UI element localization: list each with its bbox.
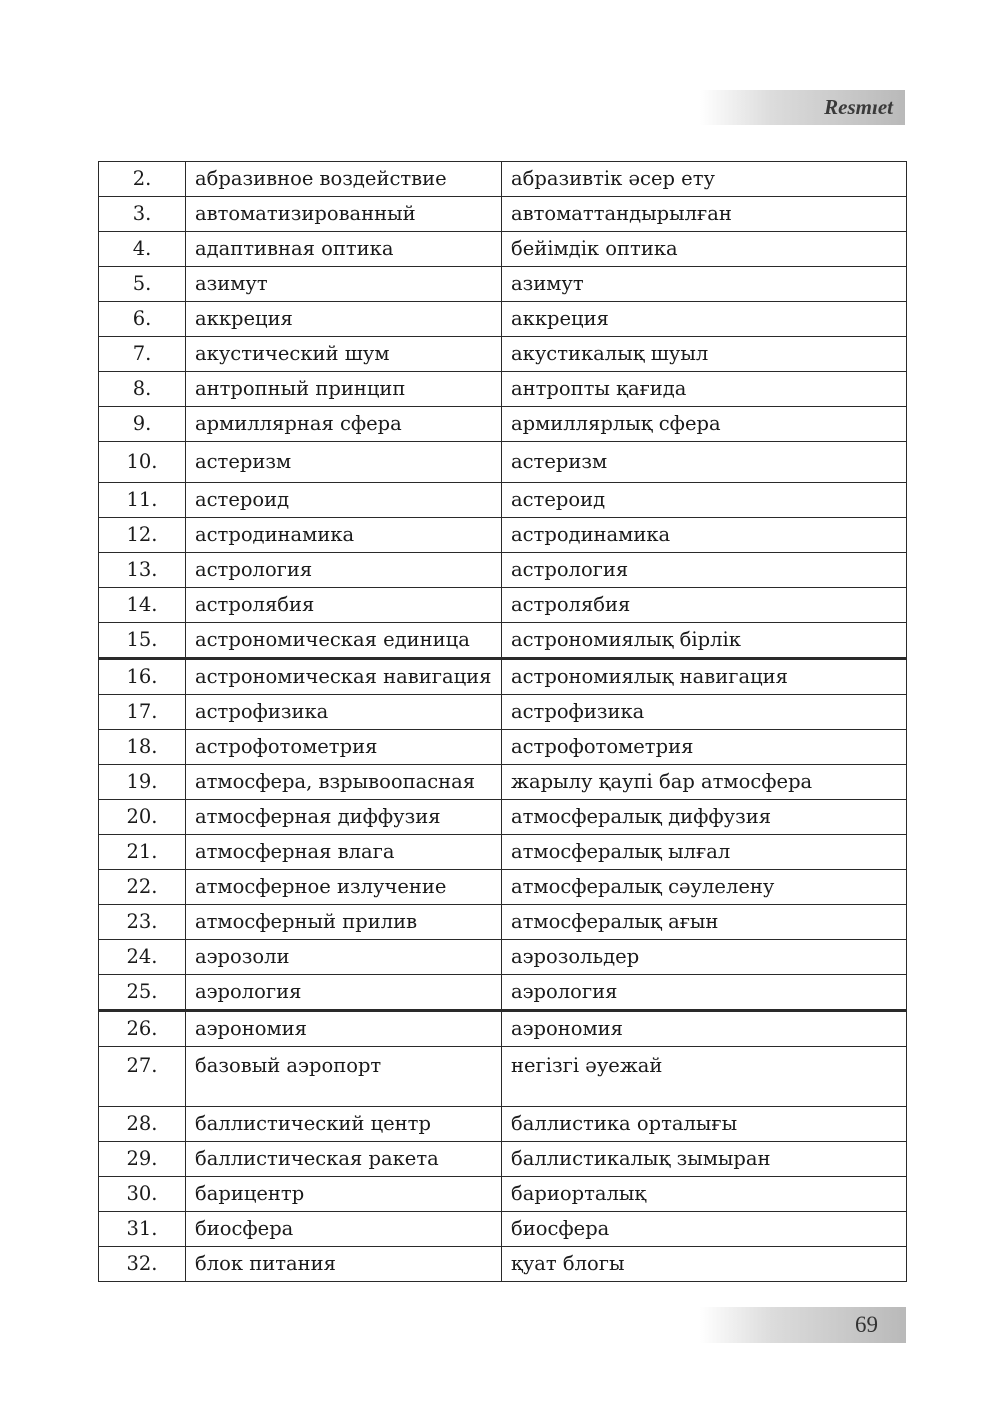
row-number: 2. <box>99 162 186 197</box>
russian-term: баллистический центр <box>186 1107 502 1142</box>
row-number: 32. <box>99 1247 186 1282</box>
row-number: 21. <box>99 835 186 870</box>
row-number: 14. <box>99 588 186 623</box>
russian-term: атмосферная диффузия <box>186 800 502 835</box>
russian-term: азимут <box>186 267 502 302</box>
row-number: 10. <box>99 442 186 483</box>
table-row <box>99 302 907 337</box>
kazakh-term: негізгі әуежай <box>502 1047 907 1107</box>
table-row <box>99 1107 907 1142</box>
kazakh-term: астрология <box>502 553 907 588</box>
kazakh-term: қуат блогы <box>502 1247 907 1282</box>
header-band <box>700 90 905 125</box>
row-number: 27. <box>99 1047 186 1107</box>
row-number: 5. <box>99 267 186 302</box>
russian-term: баллистическая ракета <box>186 1142 502 1177</box>
russian-term: аэрозоли <box>186 940 502 975</box>
table-row <box>99 800 907 835</box>
kazakh-term: атмосфералық диффузия <box>502 800 907 835</box>
russian-term: абразивное воздействие <box>186 162 502 197</box>
russian-term: аккреция <box>186 302 502 337</box>
kazakh-term: баллистикалық зымыран <box>502 1142 907 1177</box>
table-row <box>99 623 907 659</box>
kazakh-term: аэрозольдер <box>502 940 907 975</box>
kazakh-term: абразивтік әсер ету <box>502 162 907 197</box>
table-row <box>99 162 907 197</box>
table-row <box>99 1142 907 1177</box>
kazakh-term: астрономиялық бірлік <box>502 623 907 659</box>
russian-term: астролябия <box>186 588 502 623</box>
kazakh-term: астродинамика <box>502 518 907 553</box>
table-row <box>99 483 907 518</box>
kazakh-term: атмосфералық ағын <box>502 905 907 940</box>
table-row <box>99 870 907 905</box>
row-number: 26. <box>99 1011 186 1047</box>
row-number: 8. <box>99 372 186 407</box>
table-row <box>99 1247 907 1282</box>
table-row <box>99 765 907 800</box>
kazakh-term: биосфера <box>502 1212 907 1247</box>
table-row <box>99 1177 907 1212</box>
kazakh-term: антропты қағида <box>502 372 907 407</box>
row-number: 7. <box>99 337 186 372</box>
kazakh-term: атмосфералық сәулелену <box>502 870 907 905</box>
kazakh-term: бейімдік оптика <box>502 232 907 267</box>
table-row <box>99 835 907 870</box>
kazakh-term: аэрономия <box>502 1011 907 1047</box>
russian-term: астрология <box>186 553 502 588</box>
russian-term: аэрология <box>186 975 502 1011</box>
table-row <box>99 1212 907 1247</box>
row-number: 22. <box>99 870 186 905</box>
russian-term: автоматизированный <box>186 197 502 232</box>
kazakh-term: астрофизика <box>502 695 907 730</box>
row-number: 15. <box>99 623 186 659</box>
row-number: 31. <box>99 1212 186 1247</box>
russian-term: аэрономия <box>186 1011 502 1047</box>
table-row <box>99 407 907 442</box>
kazakh-term: баллистика орталығы <box>502 1107 907 1142</box>
russian-term: астрономическая навигация <box>186 659 502 695</box>
row-number: 30. <box>99 1177 186 1212</box>
table-row <box>99 518 907 553</box>
russian-term: атмосфера, взрывоопасная <box>186 765 502 800</box>
running-header: Resmıet <box>824 95 893 119</box>
table-row <box>99 553 907 588</box>
table-row <box>99 940 907 975</box>
russian-term: астрофотометрия <box>186 730 502 765</box>
table-row <box>99 659 907 695</box>
russian-term: астрономическая единица <box>186 623 502 659</box>
table-row <box>99 267 907 302</box>
kazakh-term: бариорталық <box>502 1177 907 1212</box>
table-row <box>99 442 907 483</box>
russian-term: атмосферная влага <box>186 835 502 870</box>
russian-term: акустический шум <box>186 337 502 372</box>
row-number: 4. <box>99 232 186 267</box>
table-row <box>99 730 907 765</box>
table-row <box>99 232 907 267</box>
row-number: 13. <box>99 553 186 588</box>
russian-term: антропный принцип <box>186 372 502 407</box>
row-number: 24. <box>99 940 186 975</box>
russian-term: астероид <box>186 483 502 518</box>
table-row <box>99 197 907 232</box>
row-number: 6. <box>99 302 186 337</box>
kazakh-term: жарылу қаупі бар атмосфера <box>502 765 907 800</box>
row-number: 28. <box>99 1107 186 1142</box>
row-number: 12. <box>99 518 186 553</box>
table-row <box>99 337 907 372</box>
row-number: 16. <box>99 659 186 695</box>
russian-term: атмосферное излучение <box>186 870 502 905</box>
kazakh-term: азимут <box>502 267 907 302</box>
kazakh-term: астеризм <box>502 442 907 483</box>
russian-term: биосфера <box>186 1212 502 1247</box>
row-number: 29. <box>99 1142 186 1177</box>
row-number: 17. <box>99 695 186 730</box>
kazakh-term: автоматтандырылған <box>502 197 907 232</box>
kazakh-term: армиллярлық сфера <box>502 407 907 442</box>
row-number: 9. <box>99 407 186 442</box>
kazakh-term: аэрология <box>502 975 907 1011</box>
glossary-table <box>98 161 907 1282</box>
kazakh-term: астрофотометрия <box>502 730 907 765</box>
russian-term: атмосферный прилив <box>186 905 502 940</box>
kazakh-term: акустикалық шуыл <box>502 337 907 372</box>
kazakh-term: астероид <box>502 483 907 518</box>
kazakh-term: астрономиялық навигация <box>502 659 907 695</box>
row-number: 23. <box>99 905 186 940</box>
russian-term: астродинамика <box>186 518 502 553</box>
row-number: 11. <box>99 483 186 518</box>
row-number: 3. <box>99 197 186 232</box>
row-number: 19. <box>99 765 186 800</box>
russian-term: барицентр <box>186 1177 502 1212</box>
table-row <box>99 588 907 623</box>
russian-term: астрофизика <box>186 695 502 730</box>
page-number: 69 <box>855 1312 878 1337</box>
table-row <box>99 1047 907 1107</box>
russian-term: адаптивная оптика <box>186 232 502 267</box>
russian-term: базовый аэропорт <box>186 1047 502 1107</box>
kazakh-term: атмосфералық ылғал <box>502 835 907 870</box>
row-number: 25. <box>99 975 186 1011</box>
footer-band <box>700 1307 906 1343</box>
row-number: 18. <box>99 730 186 765</box>
table-row <box>99 905 907 940</box>
table-row <box>99 975 907 1011</box>
table-row <box>99 1011 907 1047</box>
table-row <box>99 695 907 730</box>
russian-term: армиллярная сфера <box>186 407 502 442</box>
russian-term: астеризм <box>186 442 502 483</box>
row-number: 20. <box>99 800 186 835</box>
kazakh-term: астролябия <box>502 588 907 623</box>
kazakh-term: аккреция <box>502 302 907 337</box>
table-row <box>99 372 907 407</box>
russian-term: блок питания <box>186 1247 502 1282</box>
